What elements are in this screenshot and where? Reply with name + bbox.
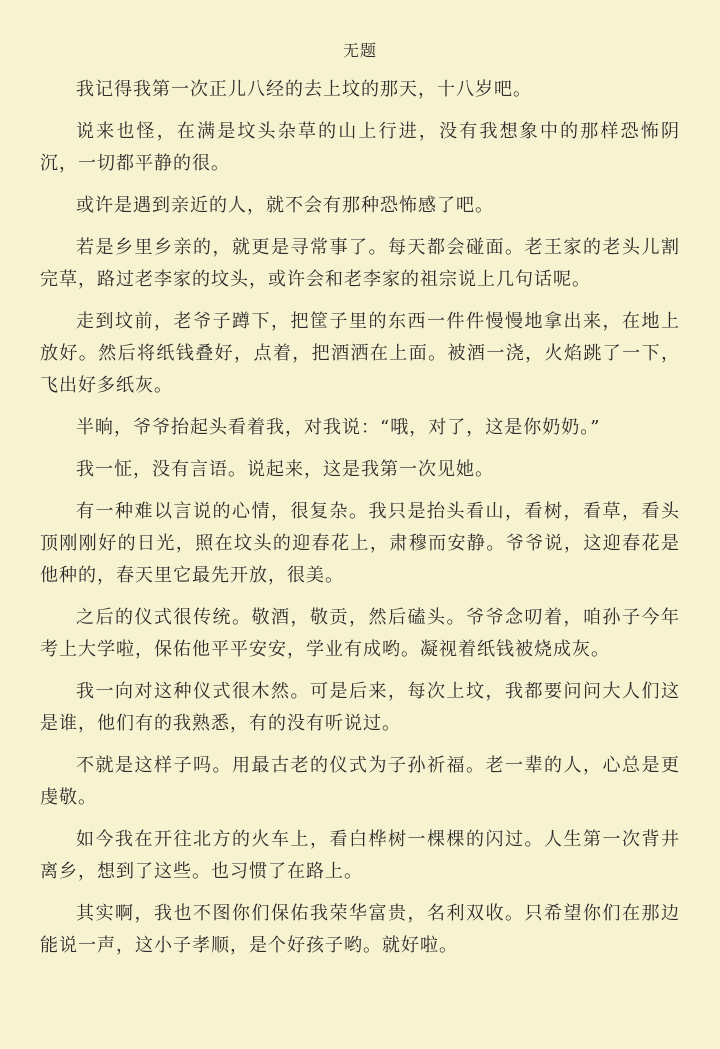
paragraph: 说来也怪，在满是坟头杂草的山上行进，没有我想象中的那样恐怖阴沉，一切都平静的很。 [40,121,680,174]
paragraph: 半晌，爷爷抬起头看着我，对我说：“哦，对了，这是你奶奶。” [76,417,601,438]
paragraph: 或许是遇到亲近的人，就不会有那种恐怖感了吧。 [76,195,494,216]
paragraph: 我一向对这种仪式很木然。可是后来，每次上坟，我都要问问大人们这是谁，他们有的我熟悉，有的没有听说过。 [40,681,680,734]
paragraph: 走到坟前，老爷子蹲下，把筐子里的东西一件件慢慢地拿出来，在地上放好。然后将纸钱叠好，点着，把酒洒在上面。被酒一浇，火焰跳了一下，飞出好多纸灰。 [40,311,680,396]
paragraph: 我一怔，没有言语。说起来，这是我第一次见她。 [76,459,494,480]
document-body [40,74,680,962]
paragraph: 我记得我第一次正儿八经的去上坟的那天，十八岁吧。 [76,79,532,100]
paragraph: 若是乡里乡亲的，就更是寻常事了。每天都会碰面。老王家的老头儿割完草，路过老李家的坟头，或许会和老李家的祖宗说上几句话呢。 [40,237,680,290]
paragraph: 有一种难以言说的心情，很复杂。我只是抬头看山，看树，看草，看头顶刚刚好的日光，照在坟头的迎春花上，肃穆而安静。爷爷说，这迎春花是他种的，春天里它最先开放，很美。 [40,501,680,586]
document-title: 无题 [342,41,377,60]
paragraph: 其实啊，我也不图你们保佑我荣华富贵，名利双收。只希望你们在那边能说一声，这小子孝顺，是个好孩子哟。就好啦。 [40,903,680,956]
paragraph: 之后的仪式很传统。敬酒，敬贡，然后磕头。爷爷念叨着，咱孙子今年考上大学啦，保佑他平平安安，学业有成哟。凝视着纸钱被烧成灰。 [40,607,680,660]
paragraph: 如今我在开往北方的火车上，看白桦树一棵棵的闪过。人生第一次背井离乡，想到了这些。也习惯了在路上。 [40,829,680,882]
paragraph: 不就是这样子吗。用最古老的仪式为子孙祈福。老一辈的人，心总是更虔敬。 [40,755,680,808]
